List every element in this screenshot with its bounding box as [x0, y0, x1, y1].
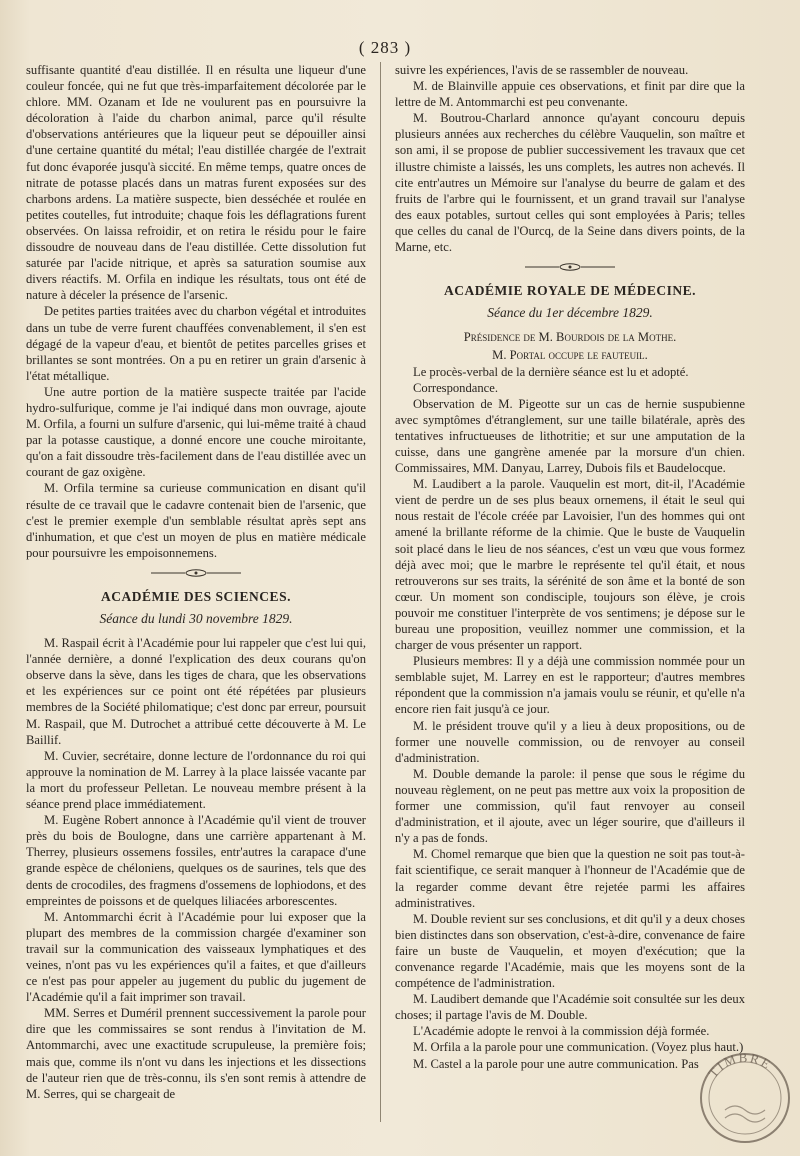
paragraph: Observation de M. Pigeotte sur un cas de hernie suspubienne avec symptômes d'étranglement, sur une taille bilatérale, après des tentatives infructueuses de lithotritie; et sur une amputation de la cuisse, dans une gangrène amenée par la morsure d'un chien. Commissaires, MM. Danyau, Larrey, Dubois fils et Baudelocque.: [395, 396, 745, 476]
paragraph: M. Raspail écrit à l'Académie pour lui rappeler que c'est lui qui, l'année dernière, a donné l'explication des deux courans qu'on observe dans la sève, dans les tiges de chara, que les observations et les expériences sur ce point ont été répétées par plusieurs membres de la Société philomatique; c'est donc par erreur, poursuit M. Raspail, que M. Dutrochet a attribué cette découverte à M. Le Baillif.: [26, 636, 366, 747]
paragraph: Correspondance.: [413, 380, 498, 395]
paragraph: M. le président trouve qu'il y a lieu à deux propositions, ou de former une nouvelle commission, ou de renvoyer au conseil d'administration.: [395, 718, 745, 765]
paragraph: MM. Serres et Duméril prennent successivement la parole pour dire que les commissaires se sont rendus à l'invitation de M. Antommarchi, avec une exactitude scrupuleuse, la première fois; mais que, comme ils n'ont vu dans les injections et les dissections de l'auteur rien que de très-connu, ils s'en sont remis à attendre de M. Serres, qui se chargeait de: [26, 1006, 366, 1101]
column-divider: [380, 62, 381, 1122]
paragraph: M. Double demande la parole: il pense que sous le régime du nouveau règlement, on ne peut pas mettre aux voix la proposition de former une commission, qu'il faut renvoyer au conseil d'administration, et il ajoute, avec un léger sourire, que d'ailleurs il n'y a pas de fonds.: [395, 766, 745, 846]
paragraph: M. Orfila a la parole pour une communication. (Voyez plus haut.): [413, 1040, 744, 1055]
section-title-sciences: ACADÉMIE DES SCIENCES.: [101, 588, 291, 604]
presidence-line: Présidence de M. Bourdois de la Mothe.: [463, 330, 677, 345]
paragraph: M. Antommarchi écrit à l'Académie pour lui exposer que la plupart des membres de la commission chargée d'examiner son travail sur la communication des vaisseaux lymphatiques et des veines, n'ont pas vu les expériences qu'il a faites, et que d'ailleurs ce n'est pas pour appeler au jugement du public du jugement de l'Académie qu'il a fait imprimer son travail.: [26, 909, 366, 1005]
paragraph: De petites parties traitées avec du charbon végétal et introduites dans un tube de verre furent chauffées convenablement, il s'en est dégagé de la vapeur d'eau, et bientôt de petites parcelles grises et brillantes se sont montrées. On a pu en retirer un grain d'arsenic à l'état métallique.: [26, 304, 366, 383]
paragraph: M. Cuvier, secrétaire, donne lecture de l'ordonnance du roi qui approuve la nomination de M. Larrey à la place laissée vacante par la mort du professeur Pelletan. Le nouveau membre présent à la séance prend place immédiatement.: [26, 748, 366, 812]
section-ornament: [151, 569, 241, 577]
timbre-stamp: [695, 1048, 795, 1148]
paragraph: M. Double revient sur ses conclusions, et dit qu'il y a deux choses bien distinctes dans son observation, c'est-à-dire, convenance de faire faire un buste de Vauquelin, et moyen d'exécution; que la convenance regarde l'Académie, mais que les moyens sont de la compétence de l'administration.: [395, 911, 745, 991]
section-title-medecine: ACADÉMIE ROYALE DE MÉDECINE.: [443, 283, 697, 299]
paragraph: Une autre portion de la matière suspecte traitée par l'acide hydro-sulfurique, comme je l'ai indiqué dans mon ouvrage, ajoute M. Orfila, a fourni un sulfure d'arsenic, qui lui-même traité à chaud par la potasse caustique, a donné encore une couche miroitante, qu'on a fait dissoudre très-facilement dans de l'eau distillée avec un courant de gaz oxigène.: [26, 384, 366, 480]
session-date: Séance du lundi 30 novembre 1829.: [99, 611, 293, 626]
paragraph: Le procès-verbal de la dernière séance est lu et adopté.: [413, 364, 689, 379]
svg-text:TIMBRE: TIMBRE: [705, 1049, 775, 1081]
paragraph: M. Castel a la parole pour une autre communication. Pas: [413, 1056, 699, 1071]
paragraph: M. de Blainville appuie ces observations, et finit par dire que la lettre de M. Antommarchi est peu convenante.: [395, 79, 745, 110]
paragraph: M. Eugène Robert annonce à l'Académie qu'il vient de trouver près du bois de Boulogne, dans une carrière appartenant à M. Therrey, plusieurs ossemens fossiles, entr'autres la carapace d'une grande espèce de chéloniens, quelques os de saurines, tels que des dents de crocodiles, des fragmens d'ossemens de lophiodons, et des empreintes de poissons et de quelques liliacées arborescentes.: [26, 813, 366, 908]
paragraph: M. Laudibert a la parole. Vauquelin est mort, dit-il, l'Académie vient de perdre un de ses plus beaux ornemens, il était le seul qui nous restait de l'école créée par Lavoisier, l'un des hommes qui ont amené la brillante réforme de la chimie. Que le buste de Vauquelin soit placé dans le lieu de nos séances, c'est un vœu que vous formez déjà avec moi; que le marbre le représente tel qu'il était, et nous retrouverons sur ses traits, la sérénité de son âme et la bonté de son cœur. Un moment son condisciple, toujours son élève, je crois pouvoir me constituer l'interprète de vos sentimens; je dépose sur le bureau une proposition, veuillez nommer une commission, et la charger de vous présenter un rapport.: [395, 477, 745, 653]
left-column: [26, 62, 366, 1102]
page-number: ( 283 ): [358, 38, 412, 57]
session-date: Séance du 1er décembre 1829.: [487, 305, 653, 321]
paragraph: M. Laudibert demande que l'Académie soit consultée sur les deux choses; il partage l'avis de M. Double.: [395, 992, 745, 1023]
paragraph: suffisante quantité d'eau distillée. Il en résulta une liqueur d'une couleur foncée, qui ne fut que très-imparfaitement décolorée par le chlore. MM. Ozanam et Ide ne voulurent pas en poursuivre la décoloration à l'aide du charbon animal, parce qu'il résulte d'observations antérieures que la liqueur peut se dépouiller ainsi d'une certaine quantité du métal; l'eau distillée chargée de l'extrait fut donc évaporée jusqu'à siccité. En même temps, quatre onces de nitrate de potasse placés dans un matras furent exposées sur des charbons ardens. La matière suspecte, bien desséchée et roulée en petites coutelles, fut introduite; chaque fois les déflagrations furent observées. On laissa refroidir, et on retira le résidu pour le faire dissoudre de nouveau dans de l'eau distillée. Cette dissolution fut saturée par l'acide nitrique, et après sa saturation soumise aux divers réactifs. M. Orfila en indique les résultats, tous ont été de nature à déceler la présence de l'arsenic.: [26, 63, 366, 303]
paragraph: M. Chomel remarque que bien que la question ne soit pas tout-à-fait scientifique, ce serait manquer à l'honneur de l'Académie que de la regarder comme devant être rejetée parmi les affaires administratives.: [395, 847, 745, 910]
paragraph: L'Académie adopte le renvoi à la commission déjà formée.: [413, 1024, 710, 1039]
paragraph: M. Boutrou-Charlard annonce qu'ayant concouru depuis plusieurs années aux recherches du célèbre Vauquelin, son maître et son ami, il se propose de publier successivement les travaux que cet illustre chimiste a laissés, les uns complets, les autres non achevés. Il cite entr'autres un Mémoire sur l'analyse du beurre de galam et des fruits de l'arbre qui le fournissent, et un grand travail sur l'analyse des eaux potables, surtout celles qui sont employées à Paris; telles que celles du canal de l'Ourcq, de la Seine dans divers points, de la Marne, etc.: [395, 111, 745, 255]
right-column: [395, 62, 745, 1072]
fauteuil-line: M. Portal occupe le fauteuil.: [492, 348, 648, 363]
paragraph: Plusieurs membres: Il y a déjà une commission nommée pour un semblable sujet, M. Larrey en est le rapporteur; d'autres membres répondent que la commission n'a jamais voulu se réunir, et qu'elle n'a encore rien fait jusqu'à ce jour.: [395, 654, 745, 717]
paragraph: suivre les expériences, l'avis de se rassembler de nouveau.: [395, 63, 689, 77]
paragraph: M. Orfila termine sa curieuse communication en disant qu'il résulte de ce travail que le cadavre contenait bien de l'arsenic, que c'est le premier exemple d'un semblable résultat après sept ans d'inhumation, et que c'est un moyen de plus en matière médicale pour poursuivre les empoisonnemens.: [26, 481, 366, 560]
section-ornament: [525, 263, 615, 271]
